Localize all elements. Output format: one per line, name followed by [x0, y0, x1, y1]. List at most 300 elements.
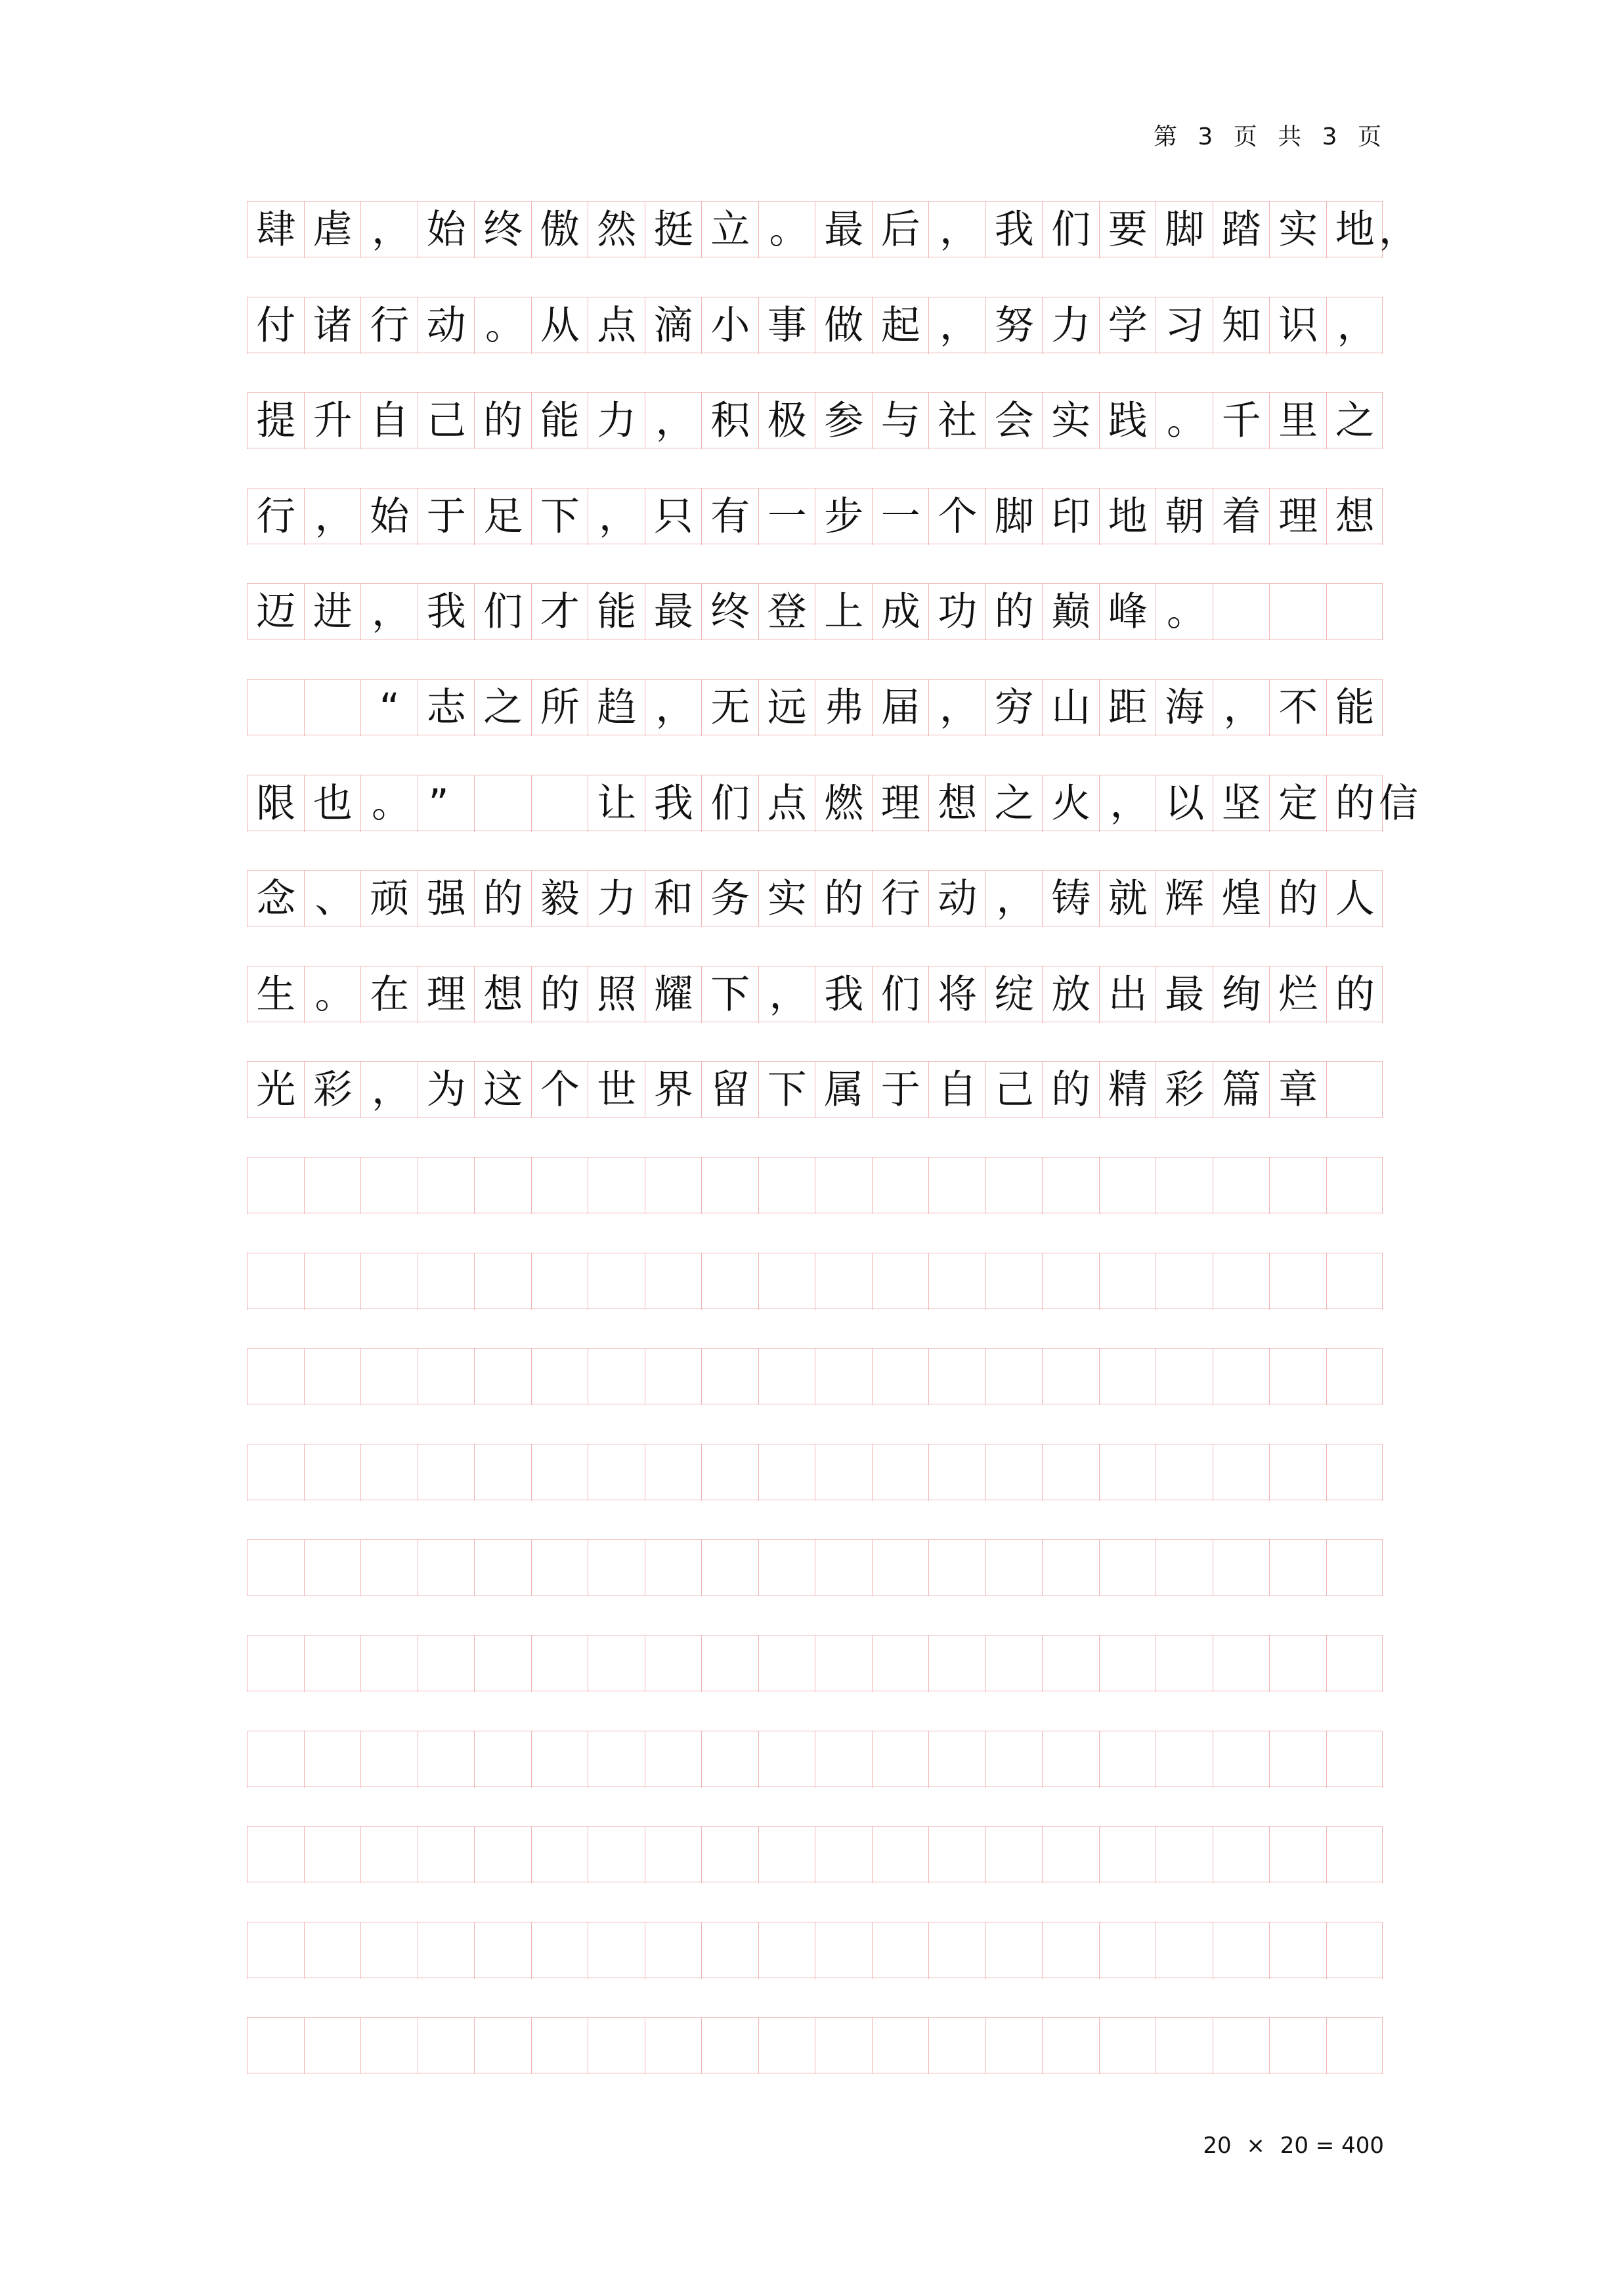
- grid-cell: [588, 871, 645, 927]
- grid-cell: [304, 1444, 361, 1501]
- grid-cell: [588, 1444, 645, 1501]
- grid-cell: [1099, 202, 1156, 258]
- grid-character: 穷: [994, 685, 1034, 731]
- grid-cell: [815, 1062, 872, 1118]
- grid-character: 动: [938, 876, 978, 922]
- grid-character: 一: [880, 493, 920, 540]
- grid-cell: [985, 1731, 1043, 1788]
- grid-character: 下: [710, 971, 750, 1018]
- grid-character: 远: [767, 685, 807, 731]
- grid-total: 20 = 400: [1280, 2133, 1384, 2159]
- grid-character: 实: [767, 876, 807, 922]
- grid-character: 绽: [994, 971, 1034, 1018]
- grid-character: ，: [1223, 685, 1263, 731]
- grid-character: 践: [1108, 398, 1148, 444]
- grid-cell: [1042, 2018, 1099, 2074]
- grid-cell: [928, 1444, 985, 1501]
- grid-cell: [872, 1731, 929, 1788]
- grid-cell: [701, 488, 758, 545]
- grid-cols: 20: [1203, 2133, 1232, 2159]
- grid-character: 滴: [653, 302, 693, 349]
- grid-character: 上: [824, 589, 864, 636]
- grid-cell: [985, 966, 1043, 1023]
- grid-character: 与: [880, 398, 920, 444]
- grid-cell: [872, 1922, 929, 1979]
- grid-cell: [701, 1922, 758, 1979]
- grid-cell: [872, 871, 929, 927]
- grid-cell: [1042, 1827, 1099, 1883]
- grid-character: 属: [824, 1067, 864, 1114]
- grid-cell: [1213, 775, 1270, 832]
- grid-cell: [1326, 871, 1383, 927]
- grid-character: 的: [483, 876, 523, 922]
- grid-character: 务: [710, 876, 750, 922]
- grid-character: 学: [1108, 302, 1148, 349]
- grid-cell: [418, 1158, 475, 1214]
- grid-cell: [247, 871, 304, 927]
- grid-character: 事: [767, 302, 807, 349]
- grid-character: 巅: [1051, 589, 1091, 636]
- grid-cell: [1213, 680, 1270, 736]
- grid-character: 地: [1335, 207, 1375, 253]
- grid-cell: [815, 1349, 872, 1405]
- grid-cell: [1326, 1349, 1383, 1405]
- grid-cell: [418, 488, 475, 545]
- grid-cell: [1213, 1444, 1270, 1501]
- grid-character: 定: [1278, 780, 1318, 827]
- grid-character: 积: [710, 398, 750, 444]
- grid-character: 也: [313, 780, 353, 827]
- grid-character: 付: [256, 302, 296, 349]
- grid-cell: [758, 1253, 815, 1310]
- grid-character: 地: [1108, 493, 1148, 540]
- grid-cell: [645, 775, 702, 832]
- grid-character: 。: [1167, 589, 1206, 636]
- grid-character: 生: [256, 971, 296, 1018]
- grid-cell: [872, 488, 929, 545]
- grid-character: 想: [938, 780, 978, 827]
- grid-cell: [1326, 1827, 1383, 1883]
- grid-cell: [701, 1827, 758, 1883]
- grid-cell: [1269, 871, 1326, 927]
- grid-cell: [531, 1731, 588, 1788]
- grid-cell: [872, 1827, 929, 1883]
- grid-character: 的: [824, 876, 864, 922]
- grid-character: 千: [1221, 398, 1261, 444]
- grid-cell: [1099, 2018, 1156, 2074]
- grid-cell: [815, 1731, 872, 1788]
- grid-cell: [1326, 1444, 1383, 1501]
- grid-cell: [247, 1062, 304, 1118]
- grid-character: 、: [314, 876, 355, 922]
- grid-character: 。: [372, 780, 411, 827]
- grid-cell: [985, 1635, 1043, 1692]
- grid-cell: [418, 966, 475, 1023]
- grid-cell: [815, 1253, 872, 1310]
- grid-cell: [815, 297, 872, 354]
- grid-cell: [985, 1253, 1043, 1310]
- grid-cell: [588, 297, 645, 354]
- grid-cell: [588, 775, 645, 832]
- grid-cell: [758, 680, 815, 736]
- grid-cell: [928, 1158, 985, 1214]
- grid-cell: [701, 297, 758, 354]
- grid-cell: [645, 1253, 702, 1310]
- grid-cell: [1326, 297, 1383, 354]
- grid-character: 界: [653, 1067, 693, 1114]
- grid-cell: [247, 584, 304, 640]
- grid-cell: [531, 775, 588, 832]
- grid-character: 足: [483, 493, 523, 540]
- grid-cell: [304, 2018, 361, 2074]
- grid-cell: [872, 297, 929, 354]
- grid-cell: [645, 1731, 702, 1788]
- grid-cell: [1326, 1253, 1383, 1310]
- grid-character: 这: [483, 1067, 523, 1114]
- grid-cell: [1099, 1540, 1156, 1596]
- grid-cell: [815, 1444, 872, 1501]
- grid-character: 于: [880, 1067, 920, 1114]
- grid-cell: [701, 966, 758, 1023]
- grid-character: 的: [1051, 1067, 1091, 1114]
- grid-cell: [872, 1444, 929, 1501]
- grid-character: 有: [710, 493, 750, 540]
- grid-cell: [304, 1349, 361, 1405]
- grid-cell: [1042, 393, 1099, 449]
- grid-cell: [360, 584, 418, 640]
- grid-character: 朝: [1165, 493, 1205, 540]
- grid-cell: [928, 1731, 985, 1788]
- grid-cell: [1213, 871, 1270, 927]
- grid-character: 理: [1278, 493, 1318, 540]
- grid-cell: [418, 871, 475, 927]
- grid-cell: [360, 1062, 418, 1118]
- grid-character: 从: [540, 302, 580, 349]
- grid-cell: [1042, 680, 1099, 736]
- grid-cell: [1156, 1444, 1213, 1501]
- grid-cell: [418, 680, 475, 736]
- grid-cell: [1269, 393, 1326, 449]
- grid-character: ，: [372, 1067, 411, 1114]
- grid-character: 无: [710, 685, 750, 731]
- grid-cell: [928, 1635, 985, 1692]
- grid-cell: [360, 966, 418, 1023]
- grid-character: 挺: [653, 207, 693, 253]
- grid-cell: [1269, 1444, 1326, 1501]
- grid-character: ，: [940, 302, 979, 349]
- grid-character: 之: [994, 780, 1034, 827]
- grid-character: 之: [1335, 398, 1375, 444]
- grid-cell: [304, 393, 361, 449]
- grid-character: 的: [1335, 780, 1375, 827]
- grid-cell: [247, 297, 304, 354]
- grid-row: [247, 1061, 1383, 1117]
- grid-character: 终: [710, 589, 750, 636]
- grid-cell: [588, 1062, 645, 1118]
- grid-character: 起: [880, 302, 920, 349]
- grid-cell: [531, 1635, 588, 1692]
- grid-cell: [1099, 297, 1156, 354]
- grid-cell: [928, 297, 985, 354]
- grid-overflow-character: 信: [1379, 780, 1418, 827]
- grid-cell: [645, 871, 702, 927]
- grid-character: 放: [1051, 971, 1091, 1018]
- grid-cell: [645, 680, 702, 736]
- grid-character: 进: [313, 589, 353, 636]
- grid-cell: [247, 488, 304, 545]
- grid-character: 做: [824, 302, 864, 349]
- grid-cell: [1099, 680, 1156, 736]
- grid-cell: [1042, 1158, 1099, 1214]
- grid-cell: [758, 1827, 815, 1883]
- grid-character: 距: [1108, 685, 1148, 731]
- grid-character: 烂: [1278, 971, 1318, 1018]
- grid-cell: [872, 775, 929, 832]
- grid-cell: [588, 966, 645, 1023]
- grid-cell: [247, 393, 304, 449]
- grid-cell: [815, 1827, 872, 1883]
- grid-character: 之: [483, 685, 523, 731]
- grid-cell: [1099, 1827, 1156, 1883]
- grid-cell: [474, 1540, 531, 1596]
- grid-character: 世: [597, 1067, 637, 1114]
- grid-row: [247, 201, 1418, 257]
- page-number: 第 3 页 共 3 页: [1153, 123, 1388, 150]
- grid-character: 要: [1108, 207, 1148, 253]
- grid-cell: [1213, 584, 1270, 640]
- grid-row: [247, 679, 1383, 735]
- grid-character: 力: [597, 398, 637, 444]
- grid-cell: [815, 1922, 872, 1979]
- grid-character: 我: [824, 971, 864, 1018]
- grid-cell: [1156, 2018, 1213, 2074]
- grid-cell: [1099, 966, 1156, 1023]
- grid-character: 于: [426, 493, 466, 540]
- grid-character: 参: [824, 398, 864, 444]
- grid-cell: [1156, 393, 1213, 449]
- grid-cell: [474, 1827, 531, 1883]
- grid-cell: [360, 2018, 418, 2074]
- grid-character: 我: [653, 780, 693, 827]
- grid-cell: [985, 1349, 1043, 1405]
- grid-cell: [985, 1444, 1043, 1501]
- grid-cell: [588, 1827, 645, 1883]
- grid-cell: [247, 2018, 304, 2074]
- grid-cell: [985, 1922, 1043, 1979]
- grid-character: 力: [1051, 302, 1091, 349]
- grid-character: ，: [314, 493, 355, 540]
- grid-cell: [588, 1158, 645, 1214]
- grid-character: ，: [1110, 780, 1150, 827]
- grid-cell: [1156, 488, 1213, 545]
- grid-count: [1199, 2133, 1388, 2159]
- grid-character: 社: [938, 398, 978, 444]
- grid-cell: [1099, 1253, 1156, 1310]
- grid-cell: [1156, 871, 1213, 927]
- grid-character: 我: [426, 589, 466, 636]
- grid-cell: [1269, 1540, 1326, 1596]
- grid-character: 火: [1051, 780, 1091, 827]
- grid-cell: [928, 775, 985, 832]
- grid-cell: [1269, 1349, 1326, 1405]
- grid-cell: [247, 1922, 304, 1979]
- grid-cell: [928, 1827, 985, 1883]
- grid-character: 人: [1335, 876, 1375, 922]
- grid-character: 的: [1278, 876, 1318, 922]
- grid-cell: [474, 871, 531, 927]
- grid-cell: [701, 680, 758, 736]
- grid-cell: [701, 1540, 758, 1596]
- grid-cell: [474, 680, 531, 736]
- grid-cell: [872, 1349, 929, 1405]
- grid-cell: [531, 1922, 588, 1979]
- grid-character: ，: [769, 971, 809, 1018]
- grid-cell: [1269, 775, 1326, 832]
- grid-cell: [1042, 1062, 1099, 1118]
- grid-cell: [418, 1444, 475, 1501]
- grid-cell: [928, 1062, 985, 1118]
- grid-character: 傲: [540, 207, 580, 253]
- grid-cell: [1156, 966, 1213, 1023]
- grid-character: 绚: [1221, 971, 1261, 1018]
- grid-cell: [360, 297, 418, 354]
- grid-cell: [872, 1635, 929, 1692]
- grid-row: [247, 775, 1418, 831]
- grid-cell: [304, 1635, 361, 1692]
- grid-cell: [531, 1158, 588, 1214]
- grid-character: 趋: [597, 685, 637, 731]
- grid-character: 才: [540, 589, 580, 636]
- grid-character: 只: [653, 493, 693, 540]
- grid-cell: [1156, 584, 1213, 640]
- grid-character: 留: [710, 1067, 750, 1114]
- grid-cell: [474, 202, 531, 258]
- grid-cell: [758, 202, 815, 258]
- grid-cell: [588, 584, 645, 640]
- grid-row: [247, 583, 1383, 639]
- grid-cell: [645, 1635, 702, 1692]
- grid-cell: [985, 584, 1043, 640]
- grid-cell: [360, 1635, 418, 1692]
- grid-character: 的: [1335, 971, 1375, 1018]
- grid-character: ，: [655, 685, 695, 731]
- grid-cell: [474, 1062, 531, 1118]
- grid-character: 。: [314, 971, 355, 1018]
- grid-cell: [815, 680, 872, 736]
- grid-character: 想: [1335, 493, 1375, 540]
- grid-cell: [701, 1635, 758, 1692]
- grid-character: 个: [938, 493, 978, 540]
- grid-cell: [304, 1062, 361, 1118]
- grid-cell: [758, 1922, 815, 1979]
- grid-cell: [758, 1540, 815, 1596]
- grid-character: 识: [1278, 302, 1318, 349]
- grid-character: 步: [824, 493, 864, 540]
- grid-character: ”: [428, 780, 449, 827]
- grid-cell: [360, 775, 418, 832]
- grid-cell: [418, 1731, 475, 1788]
- grid-row: [247, 1635, 1383, 1691]
- grid-cell: [304, 871, 361, 927]
- grid-cell: [758, 775, 815, 832]
- grid-cell: [1269, 1158, 1326, 1214]
- grid-character: 然: [597, 207, 637, 253]
- grid-character: 耀: [653, 971, 693, 1018]
- grid-cell: [418, 1349, 475, 1405]
- grid-character: 立: [710, 207, 750, 253]
- grid-cell: [645, 393, 702, 449]
- grid-cell: [872, 1158, 929, 1214]
- grid-cell: [928, 2018, 985, 2074]
- grid-cell: [758, 1158, 815, 1214]
- grid-cell: [1269, 297, 1326, 354]
- grid-character: 彩: [313, 1067, 353, 1114]
- grid-cell: [360, 680, 418, 736]
- grid-cell: [1326, 1922, 1383, 1979]
- grid-character: 将: [938, 971, 978, 1018]
- grid-cell: [247, 1827, 304, 1883]
- grid-cell: [1099, 584, 1156, 640]
- grid-character: 以: [1165, 780, 1205, 827]
- grid-character: 点: [597, 302, 637, 349]
- grid-cell: [1042, 488, 1099, 545]
- grid-cell: [360, 1827, 418, 1883]
- grid-cell: [418, 1922, 475, 1979]
- grid-cell: [985, 202, 1043, 258]
- grid-character: 行: [880, 876, 920, 922]
- grid-character: 的: [540, 971, 580, 1018]
- grid-character: 脚: [994, 493, 1034, 540]
- grid-cell: [872, 1540, 929, 1596]
- grid-character: 志: [426, 685, 466, 731]
- grid-character: 最: [653, 589, 693, 636]
- grid-cell: [928, 680, 985, 736]
- grid-character: 坚: [1221, 780, 1261, 827]
- grid-cell: [645, 1922, 702, 1979]
- grid-cell: [1213, 1731, 1270, 1788]
- grid-cell: [247, 1253, 304, 1310]
- grid-row: [247, 1348, 1383, 1404]
- grid-character: 极: [767, 398, 807, 444]
- grid-cell: [304, 584, 361, 640]
- grid-cell: [1269, 488, 1326, 545]
- grid-cell: [474, 393, 531, 449]
- grid-character: 登: [767, 589, 807, 636]
- grid-cell: [304, 1253, 361, 1310]
- grid-cell: [1269, 1062, 1326, 1118]
- grid-character: 成: [880, 589, 920, 636]
- grid-cell: [758, 488, 815, 545]
- grid-character: 最: [824, 207, 864, 253]
- grid-cell: [928, 202, 985, 258]
- grid-cell: [701, 871, 758, 927]
- grid-cell: [531, 966, 588, 1023]
- grid-cell: [1269, 680, 1326, 736]
- grid-cell: [1099, 1349, 1156, 1405]
- grid-cell: [474, 1731, 531, 1788]
- grid-character: 和: [653, 876, 693, 922]
- grid-cell: [588, 680, 645, 736]
- grid-cell: [815, 1158, 872, 1214]
- grid-cell: [304, 775, 361, 832]
- grid-cell: [1099, 1731, 1156, 1788]
- grid-cell: [304, 1827, 361, 1883]
- grid-character: 一: [767, 493, 807, 540]
- grid-overflow-character: ，: [1379, 207, 1418, 253]
- grid-cell: [247, 1731, 304, 1788]
- grid-character: 煌: [1221, 876, 1261, 922]
- grid-cell: [701, 775, 758, 832]
